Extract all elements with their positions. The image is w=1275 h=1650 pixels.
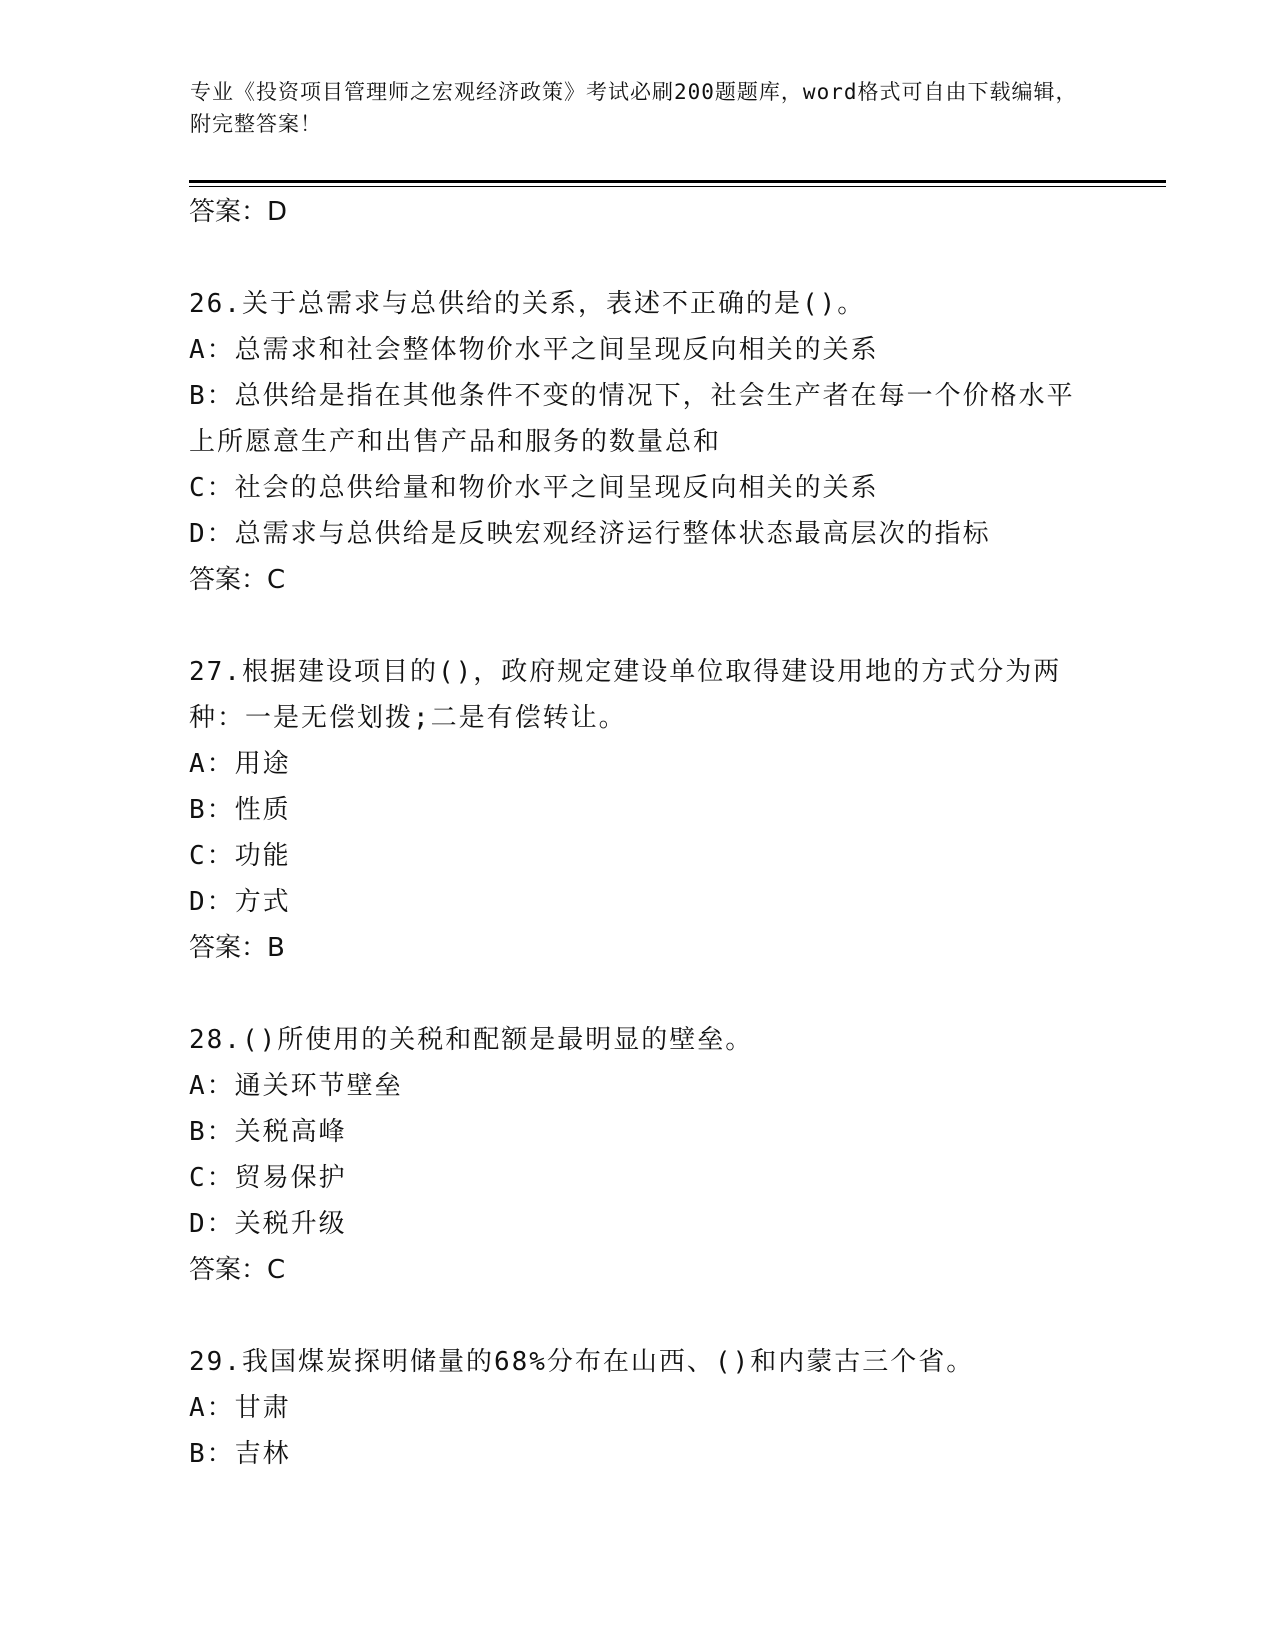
spacer — [189, 235, 1089, 281]
spacer — [189, 971, 1089, 1017]
question-28 — [189, 1017, 1089, 1293]
answer: 答案：C — [189, 565, 286, 595]
option-d: D：总需求与总供给是反映宏观经济运行整体状态最高层次的指标 — [189, 519, 991, 549]
option-d: D：关税升级 — [189, 1209, 347, 1239]
question-stem: 29.我国煤炭探明储量的68%分布在山西、()和内蒙古三个省。 — [189, 1347, 975, 1377]
spacer — [189, 1293, 1089, 1339]
option-c: C：功能 — [189, 841, 291, 871]
answer-prev: 答案：D — [189, 197, 288, 227]
option-b: B：关税高峰 — [189, 1117, 347, 1147]
question-stem: 27.根据建设项目的()，政府规定建设单位取得建设用地的方式分为两种：一是无偿划拨;二是有偿转让。 — [189, 657, 1062, 733]
header-rule-thin — [189, 186, 1166, 187]
header-rule-thick — [189, 180, 1166, 183]
question-26 — [189, 281, 1089, 603]
spacer — [189, 603, 1089, 649]
question-29 — [189, 1339, 1089, 1477]
option-a: A：通关环节壁垒 — [189, 1071, 403, 1101]
option-b: B：总供给是指在其他条件不变的情况下，社会生产者在每一个价格水平上所愿意生产和出售产品和服务的数量总和 — [189, 381, 1075, 457]
option-a: A：总需求和社会整体物价水平之间呈现反向相关的关系 — [189, 335, 879, 365]
question-stem: 26.关于总需求与总供给的关系，表述不正确的是()。 — [189, 289, 866, 319]
option-a: A：用途 — [189, 749, 291, 779]
question-stem: 28.()所使用的关税和配额是最明显的壁垒。 — [189, 1025, 754, 1055]
option-a: A：甘肃 — [189, 1393, 291, 1423]
question-body — [189, 189, 1089, 1477]
option-d: D：方式 — [189, 887, 291, 917]
option-b: B：吉林 — [189, 1439, 291, 1469]
page-header: 专业《投资项目管理师之宏观经济政策》考试必刷200题题库，word格式可自由下载编辑，附完整答案！ — [190, 80, 1078, 136]
answer: 答案：B — [189, 933, 285, 963]
option-c: C：贸易保护 — [189, 1163, 347, 1193]
option-c: C：社会的总供给量和物价水平之间呈现反向相关的关系 — [189, 473, 879, 503]
answer: 答案：C — [189, 1255, 286, 1285]
question-27 — [189, 649, 1089, 971]
option-b: B：性质 — [189, 795, 291, 825]
